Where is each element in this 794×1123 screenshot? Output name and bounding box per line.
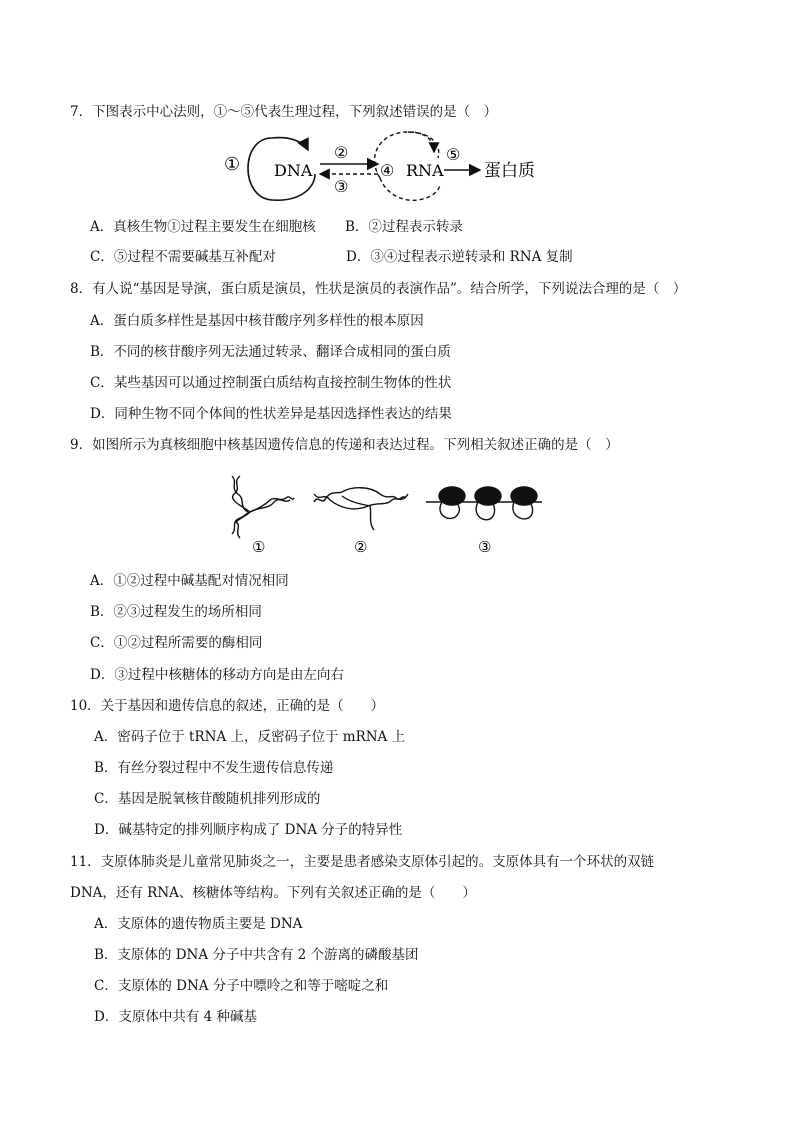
q10-option-d: D．碱基特定的排列顺序构成了 DNA 分子的特异性 <box>94 822 403 838</box>
q8-stem: 8．有人说“基因是导演，蛋白质是演员，性状是演员的表演作品”。结合所学，下列说法合理的是（ ） <box>70 281 687 297</box>
q9-process-figure <box>220 472 560 558</box>
q7-label-2: ② <box>334 143 349 162</box>
q7-label-5: ⑤ <box>446 145 461 164</box>
q7-central-dogma-figure <box>220 128 560 208</box>
q9-transcription-bubble <box>314 488 408 530</box>
q7-label-dna: DNA <box>274 161 313 180</box>
q11-option-a: A．支原体的遗传物质主要是 DNA <box>94 916 303 932</box>
q11-stem-line2: DNA，还有 RNA、核糖体等结构。下列有关叙述正确的是（ ） <box>70 885 476 901</box>
q7-label-3: ③ <box>334 177 349 196</box>
q7-option-c: C．⑤过程不需要碱基互补配对 <box>90 249 276 265</box>
q9-replication-fork <box>232 476 294 538</box>
q7-option-b: B．②过程表示转录 <box>345 219 463 235</box>
q7-option-a: A．真核生物①过程主要发生在细胞核 <box>90 219 316 235</box>
q9-label-3: ③ <box>478 538 492 556</box>
q9-option-b: B．②③过程发生的场所相同 <box>90 604 262 620</box>
q10-option-a: A．密码子位于 tRNA 上，反密码子位于 mRNA 上 <box>94 729 406 745</box>
q7-label-1: ① <box>224 154 241 175</box>
q10-stem: 10．关于基因和遗传信息的叙述，正确的是（ ） <box>70 698 385 714</box>
q9-option-c: C．①②过程所需要的酶相同 <box>90 635 263 651</box>
q11-option-d: D．支原体中共有 4 种碱基 <box>94 1009 257 1025</box>
q8-option-c: C．某些基因可以通过控制蛋白质结构直接控制生物体的性状 <box>90 375 452 391</box>
q10-option-b: B．有丝分裂过程中不发生遗传信息传递 <box>94 760 334 776</box>
q9-option-d: D．③过程中核糖体的移动方向是由左向右 <box>90 667 344 683</box>
q11-option-b: B．支原体的 DNA 分子中共含有 2 个游离的磷酸基团 <box>94 947 419 963</box>
q9-label-1: ① <box>252 538 266 556</box>
q7-label-4: ④ <box>380 161 395 180</box>
q7-label-protein: 蛋白质 <box>484 161 535 181</box>
q8-option-b: B．不同的核苷酸序列无法通过转录、翻译合成相同的蛋白质 <box>90 344 451 360</box>
q9-option-a: A．①②过程中碱基配对情况相同 <box>90 573 289 589</box>
q7-label-rna: RNA <box>406 161 444 180</box>
q7-option-d: D．③④过程表示逆转录和 RNA 复制 <box>346 249 573 265</box>
q11-stem-line1: 11．支原体肺炎是儿童常见肺炎之一，主要是患者感染支原体引起的。支原体具有一个环状的双链 <box>70 854 655 870</box>
q10-option-c: C．基因是脱氧核苷酸随机排列形成的 <box>94 791 321 807</box>
q8-option-d: D．同种生物不同个体间的性状差异是基因选择性表达的结果 <box>90 406 452 422</box>
q9-label-2: ② <box>354 538 368 556</box>
q9-translation-ribosomes <box>426 487 542 520</box>
q9-stem: 9．如图所示为真核细胞中核基因遗传信息的传递和表达过程。下列相关叙述正确的是（ ） <box>70 437 619 453</box>
q7-stem: 7．下图表示中心法则，①～⑤代表生理过程，下列叙述错误的是（ ） <box>70 104 498 120</box>
q11-option-c: C．支原体的 DNA 分子中嘌呤之和等于嘧啶之和 <box>94 978 389 994</box>
q8-option-a: A．蛋白质多样性是基因中核苷酸序列多样性的根本原因 <box>90 313 424 329</box>
